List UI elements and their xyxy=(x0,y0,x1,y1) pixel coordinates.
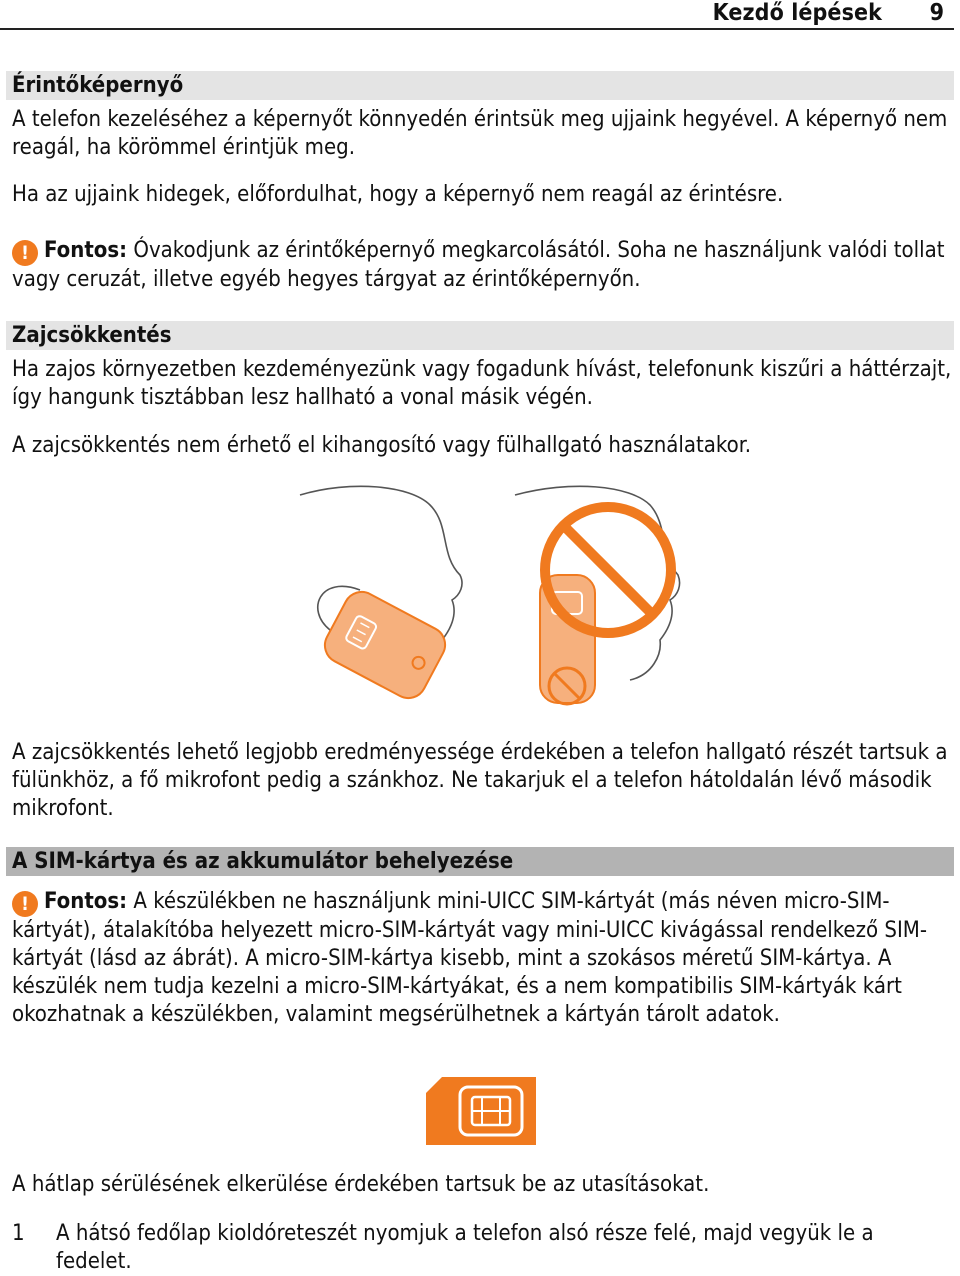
section-heading-sim-battery: A SIM-kártya és az akkumulátor behelyezése xyxy=(6,847,954,876)
touchscreen-paragraph-2: Ha az ujjaink hidegek, előfordulhat, hogy a képernyő nem reagál az érintésre. xyxy=(12,182,784,207)
noise-paragraph-2: A zajcsökkentés nem érhető el kihangosító vagy fülhallgató használatakor. xyxy=(12,433,752,458)
section-heading-noise-cancellation: Zajcsökkentés xyxy=(6,321,954,350)
important-label: Fontos: xyxy=(44,889,128,914)
section-heading-touchscreen: Érintőképernyő xyxy=(6,71,954,100)
step-number: 1 xyxy=(12,1221,25,1246)
running-header xyxy=(0,0,954,30)
important-text: Óvakodjunk az érintőképernyő megkarcolásától. Soha ne használjunk valódi tollat vagy ceruzát, illetve egyéb hegyes tárgyat az érintőképernyőn. xyxy=(12,238,945,292)
important-label: Fontos: xyxy=(44,238,128,263)
chapter-title: Kezdő lépések xyxy=(712,0,882,26)
phone-at-ear-illustration xyxy=(290,480,690,715)
touchscreen-paragraph-1: A telefon kezeléséhez a képernyőt könnyedén érintsük meg ujjaink hegyével. A képernyő nem reagál, ha körömmel érintjük meg. xyxy=(12,107,948,160)
warning-icon: ! xyxy=(12,240,38,266)
noise-paragraph-3: A zajcsökkentés lehető legjobb eredményessége érdekében a telefon hallgató részét tartsuk a fülünkhöz, a fő mikrofont pedig a szánkhoz. Ne takarjuk el a telefon hátoldalán lévő második mikrofont. xyxy=(12,740,948,821)
warning-icon: ! xyxy=(12,891,38,917)
noise-paragraph-1: Ha zajos környezetben kezdeményezünk vagy fogadunk hívást, telefonunk kiszűri a háttérzajt, így hangunk tisztábban lesz hallható a vonal másik végén. xyxy=(12,357,952,410)
sim-card-icon xyxy=(426,1077,536,1145)
important-note-sim xyxy=(12,888,952,1029)
page-number: 9 xyxy=(929,0,944,26)
step-text: A hátsó fedőlap kioldóreteszét nyomjuk a telefon alsó része felé, majd vegyük le a fedelet. xyxy=(56,1221,874,1274)
sim-paragraph-1: A hátlap sérülésének elkerülése érdekében tartsuk be az utasításokat. xyxy=(12,1172,710,1197)
prohibited-sign-icon xyxy=(545,507,671,633)
important-note-touchscreen xyxy=(12,237,952,294)
important-text: A készülékben ne használjunk mini-UICC SIM-kártyát (más néven micro-SIM-kártyát), átalakítóba helyezett micro-SIM-kártyát vagy mini-UICC kivágással rendelkező SIM-kártyát (lásd az ábrát). A micro-SIM-kártya kisebb, mint a szokásos méretű SIM-kártya. A készülék nem tudja kezelni a micro-SIM-kártyákat, és a nem kompatibilis SIM-kártyák kárt okozhatnak a készülékben, valamint megsérülhetnek a kártyán tárolt adatok. xyxy=(12,889,928,1027)
